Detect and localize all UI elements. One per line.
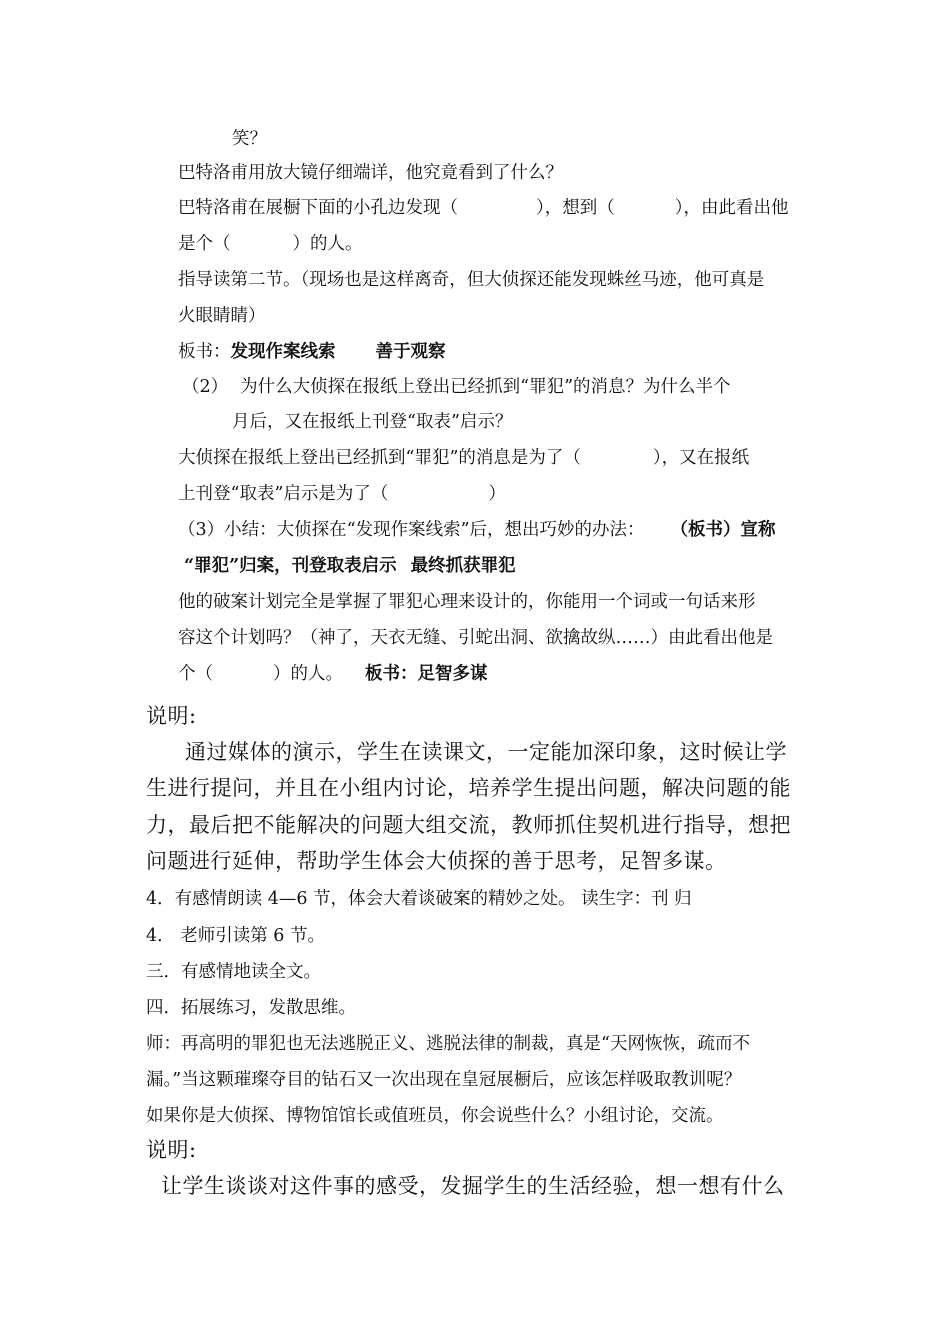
text-segment: ） [488,484,506,504]
text-line: 三．有感情地读全文。 [146,962,321,982]
section-label: 说明: [146,1138,197,1162]
text-segment: 板书： [178,342,231,362]
text-line [178,196,789,220]
bold-text: （板书）宣称 [670,520,776,540]
text-segment: 大侦探在报纸上登出已经抓到“罪犯”的消息是为了（ [178,448,581,468]
text-line: 四．拓展练习，发散思维。 [146,998,356,1018]
text-segment: ），想到（ [536,198,615,218]
text-segment: 巴特洛甫在展橱下面的小孔边发现（ [178,198,458,218]
text-line: 月后，又在报纸上刊登“取表”启示？ [232,412,513,432]
text-segment: ）的人。 [273,664,343,684]
text-line: 让学生谈谈对这件事的感受，发掘学生的生活经验，想一想有什么 [161,1174,785,1198]
text-line: 4．有感情朗读 4—6 节，体会大着谈破案的精妙之处。 读生字：刊 归 [146,889,692,909]
text-line [178,482,506,506]
blackboard-note [178,340,446,364]
text-line [178,662,488,686]
text-segment: ），又在报纸 [652,448,750,468]
text-line: 师：再高明的罪犯也无法逃脱正义、逃脱法律的制裁，真是“天网恢恢，疏而不 [146,1034,750,1054]
section-label: 说明: [146,704,197,728]
text-line: 漏。”当这颗璀璨夺目的钻石又一次出现在皇冠展橱后，应该怎样吸取教训呢？ [146,1070,742,1090]
text-line [178,232,363,256]
text-line [178,446,749,470]
text-segment: ）的人。 [292,234,363,254]
text-segment: 为什么大侦探在报纸上登出已经抓到“罪犯”的消息？为什么半个 [240,377,731,397]
text-segment: 个（ [178,664,213,684]
text-line: 巴特洛甫用放大镜仔细端详，他究竟看到了什么？ [178,163,563,183]
item-number: （2） [182,377,229,397]
text-segment: （3）小结：大侦探在“发现作案线索”后，想出巧妙的办法： [178,520,645,540]
text-line [178,518,776,542]
text-line: 指导读第二节。（现场也是这样离奇，但大侦探还能发现蛛丝马迹，他可真是 [178,270,765,290]
text-line: 通过媒体的演示，学生在读课文，一定能加深印象，这时候让学 [185,740,787,764]
bold-text: 善于观察 [375,342,446,362]
text-line: 如果你是大侦探、博物馆馆长或值班员，你会说些什么？小组讨论，交流。 [146,1106,724,1126]
text-line: 笑？ [232,129,267,149]
bold-text: 发现作案线索 [230,342,336,362]
text-line: 问题进行延伸，帮助学生体会大侦探的善于思考，足智多谋。 [146,849,727,873]
text-segment: ），由此看出他 [674,198,789,218]
text-line [184,554,516,578]
bold-text: 板书：足智多谋 [365,664,488,684]
text-segment: 上刊登“取表”启示是为了（ [178,484,389,504]
text-segment: 是个（ [178,234,231,254]
text-line [182,375,731,399]
bold-text: 最终抓获罪犯 [410,556,516,576]
text-line: 4． 老师引读第 6 节。 [146,926,325,946]
bold-text: “罪犯”归案，刊登取表启示 [184,556,397,576]
text-line: 力，最后把不能解决的问题大组交流，教师抓住契机进行指导，想把 [146,813,791,837]
text-line: 他的破案计划完全是掌握了罪犯心理来设计的，你能用一个词或一句话来形 [178,592,756,612]
text-line: 生进行提问，并且在小组内讨论，培养学生提出问题，解决问题的能 [146,776,791,800]
text-line: 容这个计划吗？（神了，天衣无缝、引蛇出洞、欲擒故纵……）由此看出他是 [178,628,773,648]
text-line: 火眼睛睛） [178,306,266,326]
